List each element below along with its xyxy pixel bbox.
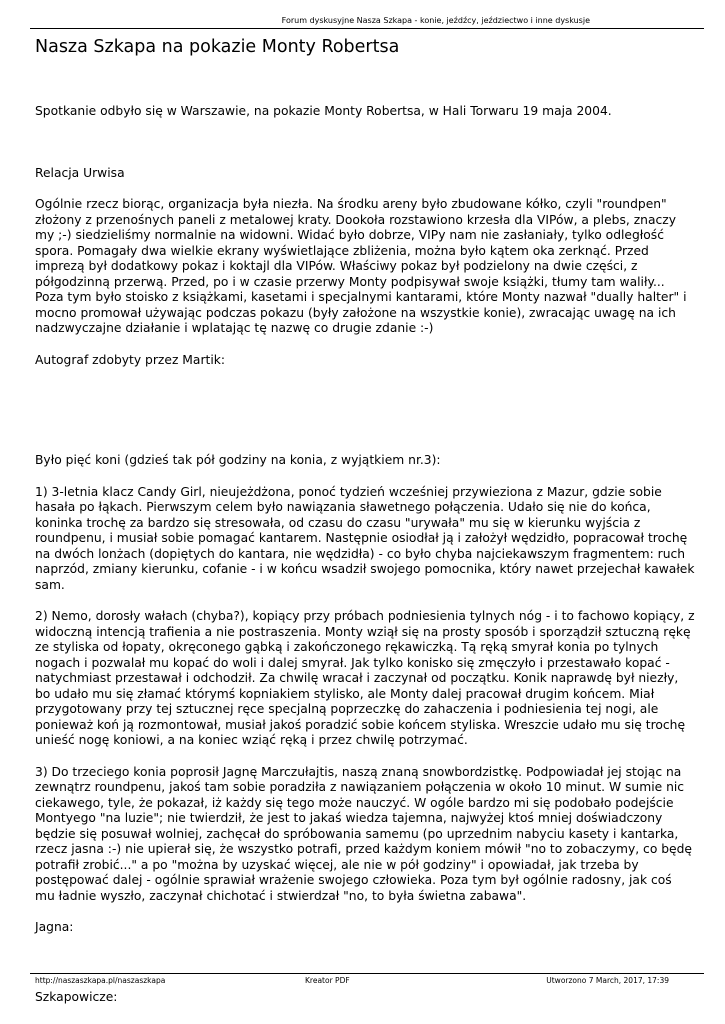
header-divider [30,28,704,29]
general-paragraph: Ogólnie rzecz biorąc, organizacja była niezła. Na środku areny było zbudowane kółko, czyli "roundpen" złożony z przenośnych paneli z metalowej kraty. Dookoła rozstawiono krzesła dla VIPów, a plebs, znaczy my ;-) siedzieliśmy normalnie na widowni. Widać było dobrze, VIPy nam nie zasłaniały, tylko odległość spora. Pomagały dwa wielkie ekrany wyświetlające zbliżenia, można było kątem oka zerknąć. Przed imprezą był dodatkowy pokaz i koktajl dla VIPów. Właściwy pokaz był podzielony na dwie części, z półgodzinną przerwą. Przed, po i w czasie przerwy Monty podpisywał swoje książki, tłumy tam waliły... Poza tym było stoisko z książkami, kasetami i specjalnymi kantarami, które Monty nazwał "dually halter" i mocno promował używając podczas pokazu (były założone na wszystkie konie), zwracając uwagę na ich nadzwyczajne działanie i wplatając tę nazwę co drugie zdanie :-) [35,197,687,335]
horse-1-paragraph: 1) 3-letnia klacz Candy Girl, nieujeżdżona, ponoć tydzień wcześniej przywieziona z Mazur, gdzie sobie hasała po łąkach. Pierwszym celem było nawiązania sławetnego połączenia. Udało się nie do końca, koninka trochę za bardzo się stresowała, od czasu do czasu "urywała" mu się w kierunku wyjścia z roundpenu, i musiał sobie pomagać kantarem. Następnie osiodłał ją i założył wędzidło, popracował trochę na dwóch lonżach (dopiętych do kantara, nie wędzidła) - co było chyba najciekawszym fragmentem: ruch naprzód, zmiany kierunku, cofanie - i w końcu wsadził swojego pomocnika, który nawet przejechał kawałek sam. [35,484,695,592]
szkapowicze-caption: Szkapowicze: [35,989,118,1004]
autograph-caption: Autograf zdobyty przez Martik: [35,352,226,367]
footer-url: http://naszaszkapa.pl/naszaszkapa [35,976,166,985]
page-title: Nasza Szkapa na pokazie Monty Robertsa [35,37,400,57]
page-header-site-name: Forum dyskusyjne Nasza Szkapa - konie, jeźdźcy, jeździectwo i inne dyskusje [281,16,590,25]
horses-intro-paragraph: Było pięć koni (gdzieś tak pół godziny na konia, z wyjątkiem nr.3): [35,453,441,467]
horse-3-paragraph: 3) Do trzeciego konia poprosił Jagnę Marczułajtis, naszą znaną snowbordzistkę. Podpowiadał jej stojąc na zewnątrz roundpenu, jakoś tam sobie poradziła z nawiązaniem połączenia w około 10 minut. W sumie nic ciekawego, tyle, że pokazał, iż każdy się tego może nauczyć. W ogóle bardzo mi się podobało podejście Montyego "na luzie"; nie twierdził, że jest to jakaś wiedza tajemna, najwyżej ktoś mniej doświadczony będzie się posuwał wolniej, zachęcał do spróbowania samemu (po uprzednim nabyciu kasety i kantarka, rzecz jasna :-) nie upierał się, że wszystko potrafi, przed każdym koniem mówił "no to zobaczymy, co będę potrafił zrobić..." a po "można by uzyskać więcej, ale nie w pół godziny" i opowiadał, jak trzeba by postępować dalej - ogólnie sprawiał wrażenie swojego człowieka. Poza tym był ogólnie radosny, jak coś mu ładnie wyszło, zaczynał chichotać i stwierdzał "no, to była świetna zabawa". [35,764,692,903]
footer-divider [30,973,704,974]
intro-paragraph: Spotkanie odbyło się w Warszawie, na pokazie Monty Robertsa, w Hali Torwaru 19 maja 2004. [35,104,612,118]
horse-2-paragraph: 2) Nemo, dorosły wałach (chyba?), kopiący przy próbach podniesienia tylnych nóg - i to fachowo kopiący, z widoczną intencją trafienia a nie postraszenia. Monty wziął się na prosty sposób i sporządził sztuczną rękę ze styliska od łopaty, okręconego gąbką i zakończonego rękawiczką. Tą ręką smyrał konia po tylnych nogach i pozwalał mu kopać do woli i dalej smyrał. Jak tylko konisko się zmęczyło i przestawało kopać - natychmiast przestawał i odchodził. Za chwilę wracał i zaczynał od początku. Konik naprawdę był niezły, bo udało mu się złamać którymś kopniakiem stylisko, ale Monty dalej pracował drugim końcem. Miał przygotowany przy tej sztucznej ręce specjalną poprzeczkę do zahaczenia i podniesienia tej nogi, ale ponieważ koń ją rozmontował, musiał jakoś poradzić sobie końcem styliska. Wreszcie udało mu się trochę unieść nogę koniowi, a na koniec wziąć ręką i przez chwilę potrzymać. [35,609,695,747]
article-body [35,104,695,1005]
relacja-heading: Relacja Urwisa [35,165,125,180]
footer-created-date: Utworzono 7 March, 2017, 17:39 [546,976,669,985]
jagna-caption: Jagna: [35,920,74,934]
footer-generator: Kreator PDF [305,976,350,985]
